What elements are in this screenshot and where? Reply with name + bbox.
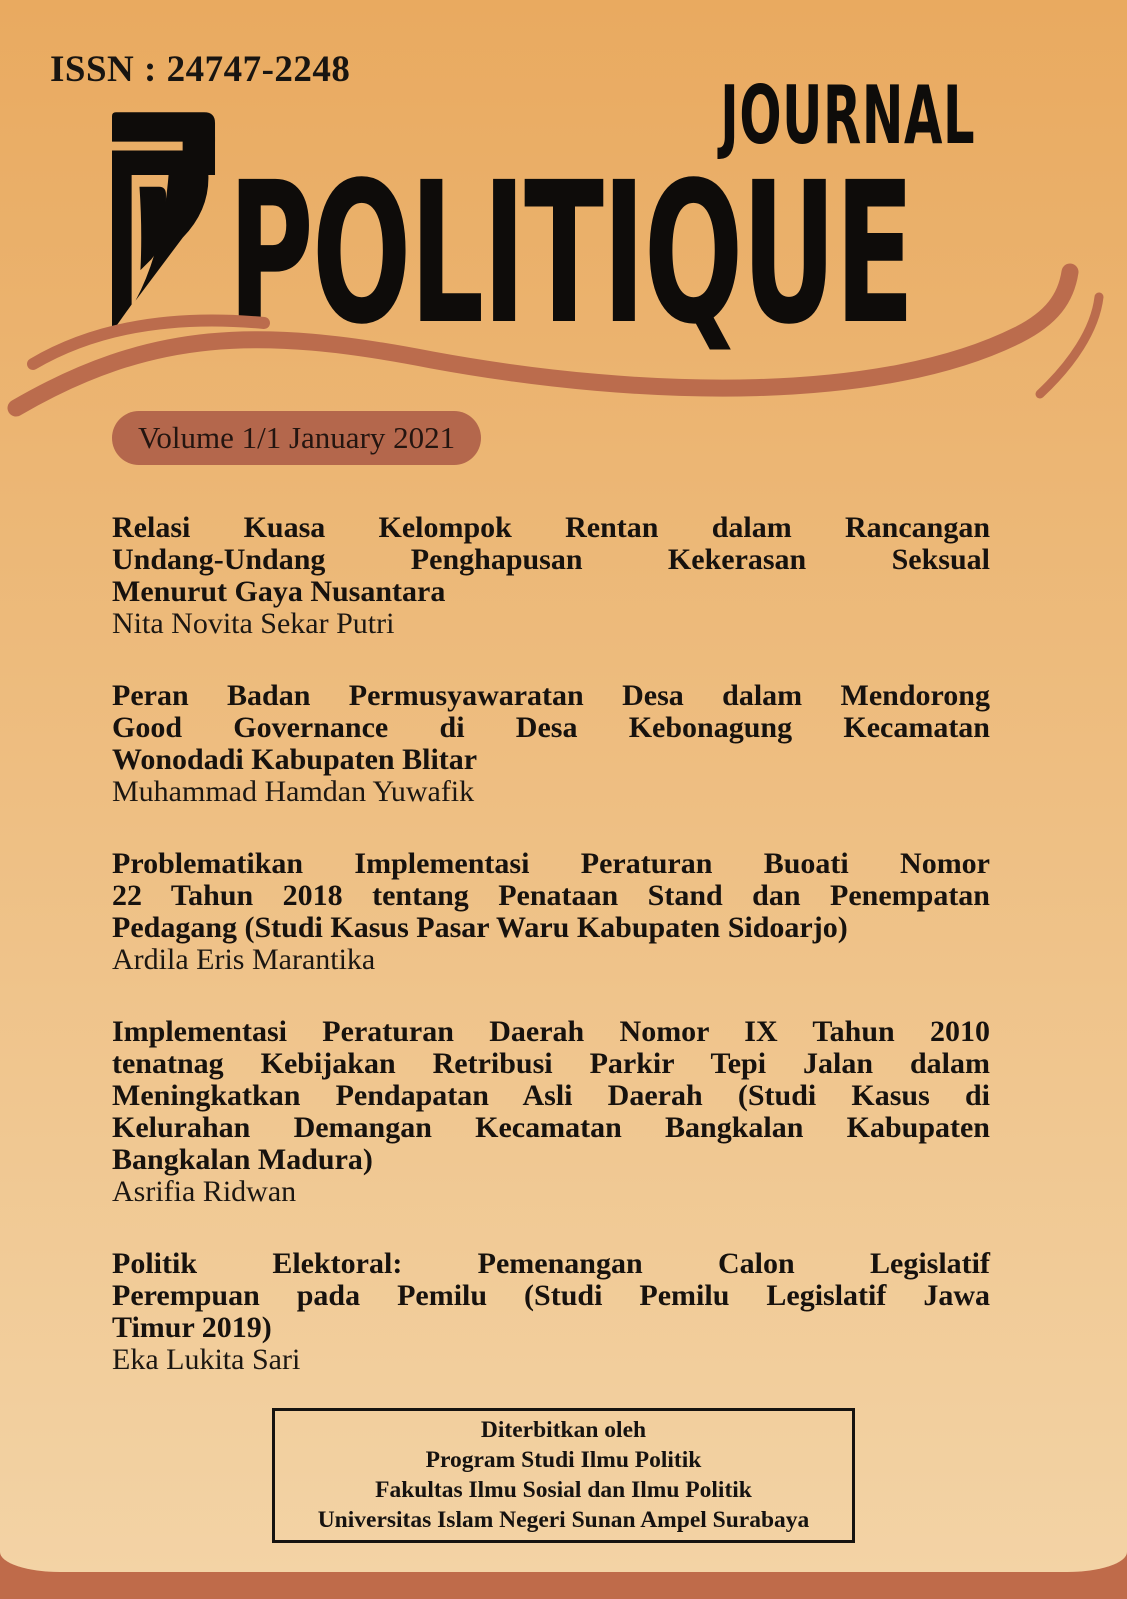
- article-title-line: Perempuan pada Pemilu (Studi Pemilu Legislatif Jawa: [112, 1279, 990, 1312]
- article-title-line: Peran Badan Permusyawaratan Desa dalam Mendorong: [112, 679, 990, 712]
- article-title-line: Menurut Gaya Nusantara: [112, 575, 446, 608]
- publisher-box: [272, 1408, 855, 1543]
- article-title-line: 22 Tahun 2018 tentang Penataan Stand dan Penempatan: [112, 879, 990, 912]
- issn-label: ISSN : 24747-2248: [50, 49, 351, 90]
- article-author: Muhammad Hamdan Yuwafik: [112, 775, 475, 808]
- article-title-line: Good Governance di Desa Kebonagung Kecamatan: [112, 711, 990, 744]
- swoosh-underline-icon: [0, 252, 1127, 437]
- article-author: Ardila Eris Marantika: [112, 943, 376, 976]
- article-entry: [112, 1248, 990, 1376]
- article-title-line: Problematikan Implementasi Peraturan Buoati Nomor: [112, 847, 990, 880]
- article-title: [112, 1016, 990, 1176]
- article-title-line: tenatnag Kebijakan Retribusi Parkir Tepi Jalan dalam: [112, 1047, 990, 1080]
- article-title-line: Bangkalan Madura): [112, 1143, 373, 1176]
- journal-wordmark: JOURNAL: [720, 69, 975, 162]
- article-entry: [112, 512, 990, 640]
- article-title: [112, 1248, 990, 1344]
- politique-wordmark: POLITIQUE: [228, 140, 913, 367]
- article-title: [112, 512, 990, 608]
- article-author: Asrifia Ridwan: [112, 1175, 297, 1208]
- article-entry: [112, 1016, 990, 1208]
- article-author: Eka Lukita Sari: [112, 1343, 301, 1376]
- article-title-line: Politik Elektoral: Pemenangan Calon Legislatif: [112, 1247, 990, 1280]
- publisher-line: Diterbitkan oleh: [480, 1417, 647, 1443]
- article-title: [112, 848, 990, 944]
- article-title-line: Timur 2019): [112, 1311, 272, 1344]
- article-title-line: Wonodadi Kabupaten Blitar: [112, 743, 478, 776]
- article-title-line: Relasi Kuasa Kelompok Rentan dalam Rancangan: [112, 511, 990, 544]
- article-list: [112, 512, 990, 1416]
- article-title-line: Meningkatkan Pendapatan Asli Daerah (Studi Kasus di: [112, 1079, 990, 1112]
- publisher-line: Fakultas Ilmu Sosial dan Ilmu Politik: [375, 1477, 752, 1503]
- article-title-line: Kelurahan Demangan Kecamatan Bangkalan Kabupaten: [112, 1111, 990, 1144]
- article-title-line: Pedagang (Studi Kasus Pasar Waru Kabupaten Sidoarjo): [112, 911, 848, 944]
- volume-badge: Volume 1/1 January 2021: [112, 411, 481, 465]
- publisher-line: Universitas Islam Negeri Sunan Ampel Surabaya: [317, 1507, 810, 1533]
- article-author: Nita Novita Sekar Putri: [112, 607, 395, 640]
- article-entry: [112, 848, 990, 976]
- article-entry: [112, 680, 990, 808]
- publisher-line: Program Studi Ilmu Politik: [425, 1447, 702, 1473]
- article-title-line: Implementasi Peraturan Daerah Nomor IX Tahun 2010: [112, 1015, 990, 1048]
- article-title-line: Undang-Undang Penghapusan Kekerasan Seksual: [112, 543, 990, 576]
- article-title: [112, 680, 990, 776]
